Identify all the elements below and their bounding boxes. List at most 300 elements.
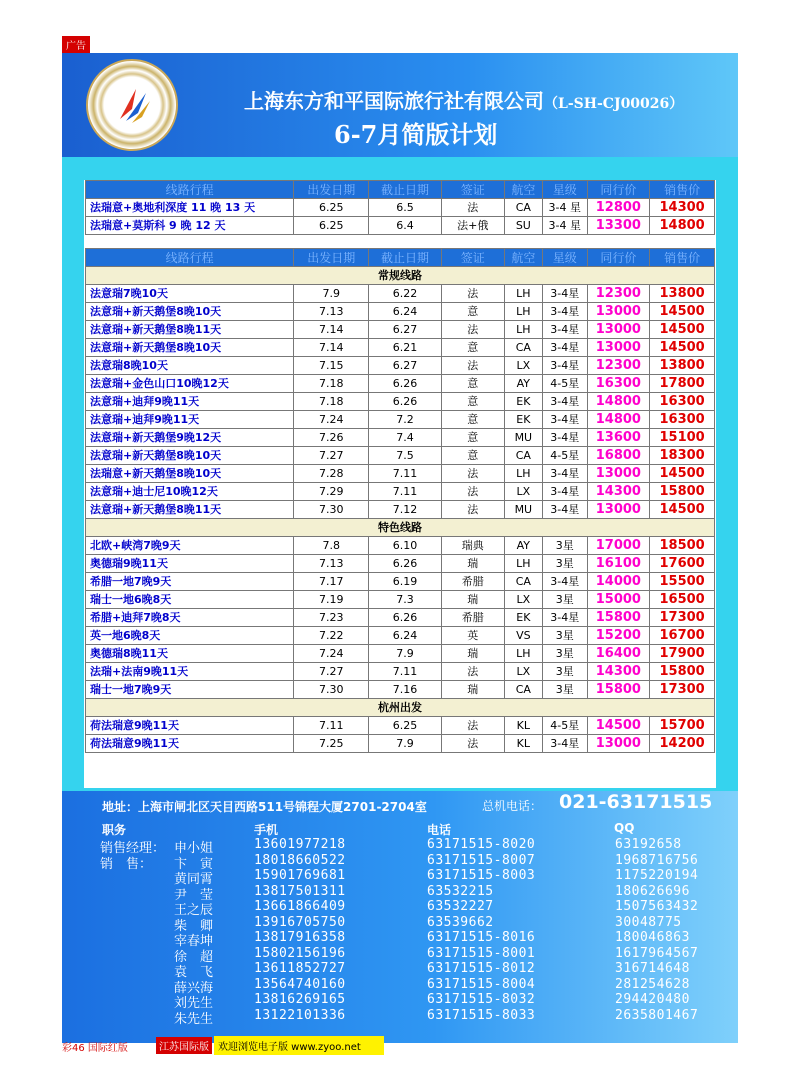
company-logo bbox=[86, 59, 178, 151]
airline: CA bbox=[504, 339, 542, 357]
table-row bbox=[86, 217, 715, 235]
table-row bbox=[86, 591, 715, 609]
route-name: 希腊+迪拜7晚8天 bbox=[86, 609, 294, 627]
table-row bbox=[86, 321, 715, 339]
visa: 意 bbox=[441, 447, 504, 465]
sale-price: 18300 bbox=[650, 447, 715, 465]
route-name: 法意瑞+迪拜9晚11天 bbox=[86, 411, 294, 429]
staff-qq: 30048775 bbox=[615, 914, 682, 930]
star-rating: 3星 bbox=[543, 627, 587, 645]
deadline-date: 7.11 bbox=[369, 663, 442, 681]
visa: 法 bbox=[441, 199, 504, 217]
visa: 法+俄 bbox=[441, 217, 504, 235]
deadline-date: 6.27 bbox=[369, 321, 442, 339]
column-header: 星级 bbox=[543, 249, 587, 267]
depart-date: 7.28 bbox=[294, 465, 369, 483]
sale-price: 14300 bbox=[650, 199, 715, 217]
sale-price: 15800 bbox=[650, 483, 715, 501]
sale-price: 14500 bbox=[650, 303, 715, 321]
peer-price: 16300 bbox=[587, 375, 650, 393]
sale-price: 13800 bbox=[650, 285, 715, 303]
staff-name: 柴 卿 bbox=[174, 918, 214, 934]
advertisement-page bbox=[62, 53, 738, 1043]
column-header: 销售价 bbox=[650, 249, 715, 267]
staff-mobile: 13916705750 bbox=[254, 914, 346, 930]
table-row bbox=[86, 357, 715, 375]
staff-name: 薛兴海 bbox=[174, 980, 214, 996]
staff-name: 申小姐 bbox=[174, 841, 214, 856]
route-name: 法意瑞8晚10天 bbox=[86, 357, 294, 375]
staff-name: 朱先生 bbox=[174, 1011, 214, 1027]
peer-price: 14000 bbox=[587, 573, 650, 591]
staff-phone: 63532227 bbox=[427, 899, 494, 914]
column-header: 截止日期 bbox=[369, 249, 442, 267]
deadline-date: 6.5 bbox=[369, 199, 442, 217]
peer-price: 12800 bbox=[587, 199, 650, 217]
depart-date: 7.18 bbox=[294, 393, 369, 411]
deadline-date: 7.16 bbox=[369, 681, 442, 699]
sale-price: 13800 bbox=[650, 357, 715, 375]
staff-mobile: 13816269165 bbox=[254, 992, 346, 1007]
visa: 法 bbox=[441, 483, 504, 501]
company-name: 上海东方和平国际旅行社有限公司（L-SH-CJ00026） bbox=[244, 89, 684, 113]
sale-price: 15700 bbox=[650, 717, 715, 735]
visa: 法 bbox=[441, 357, 504, 375]
depart-date: 7.17 bbox=[294, 573, 369, 591]
route-name: 瑞士一地7晚9天 bbox=[86, 681, 294, 699]
star-rating: 3-4星 bbox=[543, 465, 587, 483]
header-banner bbox=[62, 53, 738, 157]
table-row bbox=[86, 303, 715, 321]
section-title: 杭州出发 bbox=[86, 699, 715, 717]
visa: 意 bbox=[441, 393, 504, 411]
table-row bbox=[86, 483, 715, 501]
staff-mobile: 15901769681 bbox=[254, 868, 346, 883]
route-name: 北欧+峡湾7晚9天 bbox=[86, 537, 294, 555]
table-row bbox=[86, 393, 715, 411]
visa: 法 bbox=[441, 321, 504, 339]
depart-date: 7.18 bbox=[294, 375, 369, 393]
visa: 法 bbox=[441, 465, 504, 483]
sale-price: 15100 bbox=[650, 429, 715, 447]
route-name: 荷法瑞意9晚11天 bbox=[86, 717, 294, 735]
deadline-date: 7.4 bbox=[369, 429, 442, 447]
sale-price: 17900 bbox=[650, 645, 715, 663]
peer-price: 17000 bbox=[587, 537, 650, 555]
star-rating: 3-4星 bbox=[543, 339, 587, 357]
staff-row bbox=[62, 992, 738, 1011]
section-row bbox=[86, 699, 715, 717]
airline: MU bbox=[504, 501, 542, 519]
staff-row bbox=[62, 945, 738, 965]
staff-mobile: 13817501311 bbox=[254, 883, 346, 899]
staff-role: 销售经理： bbox=[100, 841, 166, 856]
deadline-date: 6.26 bbox=[369, 375, 442, 393]
staff-qq: 2635801467 bbox=[615, 1007, 699, 1023]
header-mobile: 手机 bbox=[254, 823, 279, 837]
route-name: 法意瑞+新天鹅堡8晚11天 bbox=[86, 321, 294, 339]
staff-mobile: 13601977218 bbox=[254, 837, 346, 852]
sale-price: 17600 bbox=[650, 555, 715, 573]
staff-phone: 63171515-8016 bbox=[427, 930, 536, 945]
table-row bbox=[86, 411, 715, 429]
staff-mobile: 15802156196 bbox=[254, 945, 346, 961]
column-header: 航空 bbox=[504, 181, 542, 199]
staff-mobile: 13122101336 bbox=[254, 1007, 346, 1023]
staff-qq: 1507563432 bbox=[615, 899, 699, 914]
deadline-date: 6.26 bbox=[369, 609, 442, 627]
peer-price: 14800 bbox=[587, 411, 650, 429]
visa: 意 bbox=[441, 375, 504, 393]
depart-date: 7.8 bbox=[294, 537, 369, 555]
visa: 法 bbox=[441, 735, 504, 753]
table-row bbox=[86, 681, 715, 699]
depart-date: 7.13 bbox=[294, 303, 369, 321]
airline: LX bbox=[504, 663, 542, 681]
staff-row bbox=[62, 930, 738, 949]
peer-price: 13600 bbox=[587, 429, 650, 447]
star-rating: 3-4星 bbox=[543, 429, 587, 447]
staff-row bbox=[62, 961, 738, 980]
visa: 意 bbox=[441, 429, 504, 447]
staff-qq: 63192658 bbox=[615, 837, 682, 852]
staff-row bbox=[62, 914, 738, 934]
peer-price: 13300 bbox=[587, 217, 650, 235]
staff-role: 销 售： bbox=[100, 856, 153, 872]
airline: CA bbox=[504, 199, 542, 217]
peer-price: 13000 bbox=[587, 735, 650, 753]
star-rating: 3-4 星 bbox=[543, 217, 587, 235]
section-title: 常规线路 bbox=[86, 267, 715, 285]
peer-price: 14300 bbox=[587, 483, 650, 501]
route-name: 英一地6晚8天 bbox=[86, 627, 294, 645]
table-row bbox=[86, 609, 715, 627]
staff-qq: 294420480 bbox=[615, 992, 690, 1007]
staff-phone: 63171515-8007 bbox=[427, 852, 536, 868]
depart-date: 7.11 bbox=[294, 717, 369, 735]
route-name: 法意瑞+新天鹅堡8晚10天 bbox=[86, 303, 294, 321]
route-name: 法意瑞+金色山口10晚12天 bbox=[86, 375, 294, 393]
table-row bbox=[86, 447, 715, 465]
peer-price: 14300 bbox=[587, 663, 650, 681]
depart-date: 7.29 bbox=[294, 483, 369, 501]
peer-price: 12300 bbox=[587, 357, 650, 375]
route-name: 法意瑞+新天鹅堡9晚12天 bbox=[86, 429, 294, 447]
deadline-date: 6.24 bbox=[369, 627, 442, 645]
peer-price: 14800 bbox=[587, 393, 650, 411]
staff-qq: 281254628 bbox=[615, 976, 690, 992]
sale-price: 17300 bbox=[650, 609, 715, 627]
peer-price: 13000 bbox=[587, 465, 650, 483]
depart-date: 7.15 bbox=[294, 357, 369, 375]
table-row bbox=[86, 735, 715, 753]
wings-logo-icon bbox=[116, 85, 152, 125]
sale-price: 14500 bbox=[650, 501, 715, 519]
staff-qq: 1617964567 bbox=[615, 945, 699, 961]
route-name: 法瑞意+新天鹅堡8晚10天 bbox=[86, 465, 294, 483]
airline: MU bbox=[504, 429, 542, 447]
peer-price: 16800 bbox=[587, 447, 650, 465]
deadline-date: 7.3 bbox=[369, 591, 442, 609]
deadline-date: 7.12 bbox=[369, 501, 442, 519]
table-row bbox=[86, 717, 715, 735]
depart-date: 7.13 bbox=[294, 555, 369, 573]
staff-phone: 63171515-8032 bbox=[427, 992, 536, 1007]
sale-price: 17800 bbox=[650, 375, 715, 393]
staff-name: 宰春坤 bbox=[174, 934, 214, 949]
deadline-date: 7.9 bbox=[369, 645, 442, 663]
staff-name: 黄同霄 bbox=[174, 872, 214, 887]
plan-title: 6-7月简版计划 bbox=[334, 120, 498, 149]
airline: LH bbox=[504, 465, 542, 483]
table-row bbox=[86, 537, 715, 555]
depart-date: 7.24 bbox=[294, 411, 369, 429]
airline: CA bbox=[504, 447, 542, 465]
staff-name: 尹 莹 bbox=[174, 887, 214, 903]
depart-date: 7.14 bbox=[294, 321, 369, 339]
sale-price: 14500 bbox=[650, 465, 715, 483]
column-header: 截止日期 bbox=[369, 181, 442, 199]
route-name: 法瑞+法南9晚11天 bbox=[86, 663, 294, 681]
star-rating: 3-4星 bbox=[543, 735, 587, 753]
deadline-date: 6.4 bbox=[369, 217, 442, 235]
star-rating: 3星 bbox=[543, 537, 587, 555]
column-header: 同行价 bbox=[587, 181, 650, 199]
staff-phone: 63171515-8033 bbox=[427, 1007, 536, 1023]
staff-phone: 63171515-8001 bbox=[427, 945, 536, 961]
visa: 法 bbox=[441, 663, 504, 681]
staff-mobile: 13611852727 bbox=[254, 961, 346, 976]
deadline-date: 6.26 bbox=[369, 393, 442, 411]
column-header: 出发日期 bbox=[294, 249, 369, 267]
deadline-date: 6.10 bbox=[369, 537, 442, 555]
depart-date: 7.19 bbox=[294, 591, 369, 609]
deadline-date: 6.26 bbox=[369, 555, 442, 573]
license-number: （L-SH-CJ00026） bbox=[544, 96, 684, 112]
deadline-date: 7.11 bbox=[369, 483, 442, 501]
table-row bbox=[86, 285, 715, 303]
page-number: 彩46 国际红版 bbox=[62, 1043, 128, 1054]
table-row bbox=[86, 627, 715, 645]
visa: 瑞典 bbox=[441, 537, 504, 555]
airline: KL bbox=[504, 735, 542, 753]
section-row bbox=[86, 267, 715, 285]
deadline-date: 6.25 bbox=[369, 717, 442, 735]
visa: 意 bbox=[441, 411, 504, 429]
website-link[interactable]: 欢迎浏览电子版 www.zyoo.net bbox=[214, 1036, 384, 1055]
staff-mobile: 13564740160 bbox=[254, 976, 346, 992]
table-row bbox=[86, 573, 715, 591]
table-row bbox=[86, 465, 715, 483]
route-name: 希腊一地7晚9天 bbox=[86, 573, 294, 591]
sale-price: 14500 bbox=[650, 321, 715, 339]
sale-price: 14800 bbox=[650, 217, 715, 235]
edition-badge: 江苏国际版 bbox=[156, 1037, 212, 1054]
visa: 意 bbox=[441, 339, 504, 357]
depart-date: 6.25 bbox=[294, 199, 369, 217]
star-rating: 3-4星 bbox=[543, 609, 587, 627]
peer-price: 15800 bbox=[587, 681, 650, 699]
table-row bbox=[86, 339, 715, 357]
visa: 法 bbox=[441, 501, 504, 519]
table-row bbox=[86, 375, 715, 393]
sale-price: 16700 bbox=[650, 627, 715, 645]
route-name: 法意瑞+迪拜9晚11天 bbox=[86, 393, 294, 411]
star-rating: 3星 bbox=[543, 555, 587, 573]
peer-price: 14500 bbox=[587, 717, 650, 735]
depart-date: 7.30 bbox=[294, 501, 369, 519]
visa: 意 bbox=[441, 303, 504, 321]
star-rating: 3星 bbox=[543, 645, 587, 663]
star-rating: 4-5星 bbox=[543, 447, 587, 465]
staff-name: 袁 飞 bbox=[174, 965, 214, 980]
deadline-date: 6.22 bbox=[369, 285, 442, 303]
staff-row bbox=[62, 868, 738, 887]
deadline-date: 6.21 bbox=[369, 339, 442, 357]
star-rating: 3-4星 bbox=[543, 573, 587, 591]
peer-price: 12300 bbox=[587, 285, 650, 303]
staff-phone: 63539662 bbox=[427, 914, 494, 930]
visa: 希腊 bbox=[441, 573, 504, 591]
header-qq: QQ bbox=[614, 821, 635, 835]
depart-date: 7.30 bbox=[294, 681, 369, 699]
airline: LX bbox=[504, 357, 542, 375]
sale-price: 16500 bbox=[650, 591, 715, 609]
airline: LX bbox=[504, 591, 542, 609]
peer-price: 13000 bbox=[587, 501, 650, 519]
star-rating: 3星 bbox=[543, 663, 587, 681]
staff-phone: 63171515-8003 bbox=[427, 868, 536, 883]
visa: 瑞 bbox=[441, 555, 504, 573]
route-name: 奥德瑞9晚11天 bbox=[86, 555, 294, 573]
airline: SU bbox=[504, 217, 542, 235]
depart-date: 6.25 bbox=[294, 217, 369, 235]
section-title: 特色线路 bbox=[86, 519, 715, 537]
staff-row bbox=[62, 852, 738, 872]
route-name: 法瑞意+莫斯科 9 晚 12 天 bbox=[86, 217, 294, 235]
peer-price: 15000 bbox=[587, 591, 650, 609]
depart-date: 7.27 bbox=[294, 447, 369, 465]
staff-row bbox=[62, 883, 738, 903]
star-rating: 4-5星 bbox=[543, 717, 587, 735]
column-header: 星级 bbox=[543, 181, 587, 199]
airline: KL bbox=[504, 717, 542, 735]
column-header: 出发日期 bbox=[294, 181, 369, 199]
staff-row bbox=[62, 899, 738, 918]
ad-tag: 广告 bbox=[62, 36, 90, 53]
visa: 英 bbox=[441, 627, 504, 645]
deadline-date: 7.11 bbox=[369, 465, 442, 483]
staff-qq: 180046863 bbox=[615, 930, 690, 945]
table-row bbox=[86, 199, 715, 217]
deadline-date: 7.2 bbox=[369, 411, 442, 429]
peer-price: 13000 bbox=[587, 339, 650, 357]
peer-price: 13000 bbox=[587, 321, 650, 339]
hotline-number: 021-63171515 bbox=[559, 791, 713, 813]
staff-phone: 63171515-8012 bbox=[427, 961, 536, 976]
airline: AY bbox=[504, 375, 542, 393]
sale-price: 16300 bbox=[650, 393, 715, 411]
visa: 希腊 bbox=[441, 609, 504, 627]
airline: LH bbox=[504, 555, 542, 573]
star-rating: 3-4星 bbox=[543, 501, 587, 519]
column-header: 线路行程 bbox=[86, 181, 294, 199]
staff-row bbox=[62, 1007, 738, 1027]
star-rating: 4-5星 bbox=[543, 375, 587, 393]
peer-price: 16100 bbox=[587, 555, 650, 573]
sale-price: 18500 bbox=[650, 537, 715, 555]
airline: CA bbox=[504, 681, 542, 699]
itinerary-sheet bbox=[84, 180, 716, 788]
contact-panel bbox=[62, 791, 738, 1043]
route-name: 法意瑞+迪士尼10晚12天 bbox=[86, 483, 294, 501]
staff-name: 卞 寅 bbox=[174, 856, 214, 872]
star-rating: 3星 bbox=[543, 681, 587, 699]
star-rating: 3-4星 bbox=[543, 321, 587, 339]
deadline-date: 6.27 bbox=[369, 357, 442, 375]
airline: LH bbox=[504, 645, 542, 663]
staff-row bbox=[62, 837, 738, 856]
airline: VS bbox=[504, 627, 542, 645]
staff-name: 徐 超 bbox=[174, 949, 214, 965]
airline: CA bbox=[504, 573, 542, 591]
staff-mobile: 13817916358 bbox=[254, 930, 346, 945]
sale-price: 14500 bbox=[650, 339, 715, 357]
airline: LH bbox=[504, 321, 542, 339]
staff-mobile: 13661866409 bbox=[254, 899, 346, 914]
sale-price: 17300 bbox=[650, 681, 715, 699]
sale-price: 15800 bbox=[650, 663, 715, 681]
route-name: 法瑞意+奥地利深度 11 晚 13 天 bbox=[86, 199, 294, 217]
airline: EK bbox=[504, 411, 542, 429]
peer-price: 15800 bbox=[587, 609, 650, 627]
depart-date: 7.22 bbox=[294, 627, 369, 645]
route-name: 奥德瑞8晚11天 bbox=[86, 645, 294, 663]
route-name: 法意瑞+新天鹅堡8晚10天 bbox=[86, 339, 294, 357]
staff-qq: 1175220194 bbox=[615, 868, 699, 883]
depart-date: 7.26 bbox=[294, 429, 369, 447]
depart-date: 7.23 bbox=[294, 609, 369, 627]
table-row bbox=[86, 645, 715, 663]
deadline-date: 6.24 bbox=[369, 303, 442, 321]
visa: 法 bbox=[441, 717, 504, 735]
airline: LH bbox=[504, 285, 542, 303]
column-header: 签证 bbox=[441, 181, 504, 199]
airline: AY bbox=[504, 537, 542, 555]
staff-qq: 180626696 bbox=[615, 883, 690, 899]
staff-name: 刘先生 bbox=[174, 996, 214, 1011]
header-phone: 电话 bbox=[427, 823, 452, 837]
route-name: 荷法瑞意9晚11天 bbox=[86, 735, 294, 753]
star-rating: 3-4星 bbox=[543, 483, 587, 501]
star-rating: 3-4星 bbox=[543, 393, 587, 411]
sale-price: 16300 bbox=[650, 411, 715, 429]
staff-qq: 1968716756 bbox=[615, 852, 699, 868]
airline: LX bbox=[504, 483, 542, 501]
route-name: 法意瑞+新天鹅堡8晚11天 bbox=[86, 501, 294, 519]
sale-price: 15500 bbox=[650, 573, 715, 591]
table-row bbox=[86, 663, 715, 681]
star-rating: 3-4星 bbox=[543, 285, 587, 303]
route-name: 法意瑞7晚10天 bbox=[86, 285, 294, 303]
deadline-date: 6.19 bbox=[369, 573, 442, 591]
visa: 法 bbox=[441, 285, 504, 303]
staff-row bbox=[62, 976, 738, 996]
staff-qq: 316714648 bbox=[615, 961, 690, 976]
depart-date: 7.24 bbox=[294, 645, 369, 663]
star-rating: 3-4星 bbox=[543, 411, 587, 429]
staff-mobile: 18018660522 bbox=[254, 852, 346, 868]
